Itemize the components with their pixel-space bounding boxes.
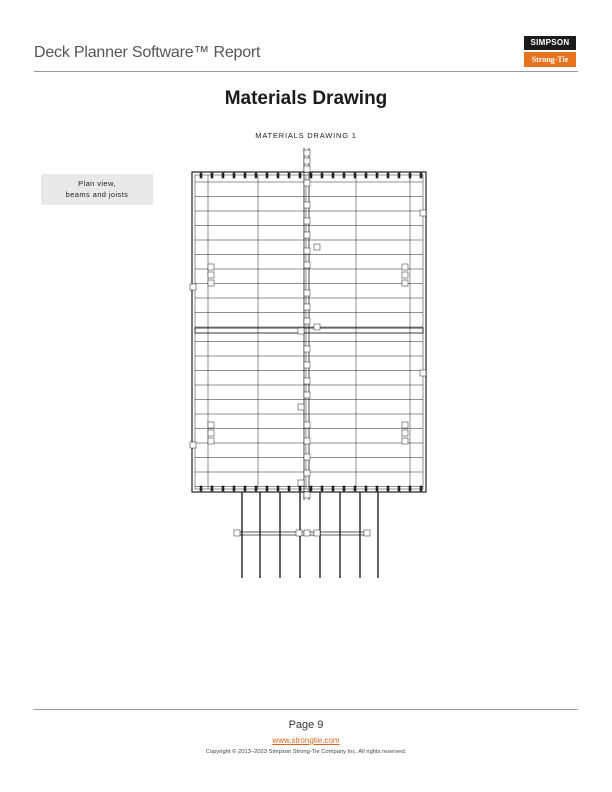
materials-plan-drawing [180,140,440,585]
hanger-mark [310,173,312,178]
view-legend [41,174,153,205]
hanger-mark [266,173,268,178]
hanger-mark [277,173,279,178]
callout-box [304,492,310,498]
hanger-mark [365,486,367,491]
callout-box [304,304,310,310]
hanger-mark [365,173,367,178]
legend-line-1: Plan view, [78,179,116,188]
callout-box [314,530,320,536]
hanger-mark [255,173,257,178]
callout-box [190,442,196,448]
callout-box [402,430,408,436]
page-number: Page 9 [288,719,324,731]
hanger-mark [200,486,202,491]
callout-box [304,318,310,324]
callout-box [304,262,310,268]
hanger-mark [376,173,378,178]
hanger-mark [387,486,389,491]
callout-box [190,284,196,290]
callout-box [402,264,408,270]
callout-box [208,272,214,278]
callout-box [304,346,310,352]
callout-box [304,158,310,164]
hanger-mark [409,173,411,178]
hanger-mark [420,486,422,491]
callout-box [208,422,214,428]
callout-box [296,530,302,536]
hanger-mark [299,173,301,178]
hanger-mark [255,486,257,491]
callout-box [304,530,310,536]
callout-box [298,404,304,410]
hanger-mark [222,486,224,491]
header-divider [34,71,578,72]
hanger-mark [321,486,323,491]
hanger-mark [332,486,334,491]
hanger-mark [387,173,389,178]
callout-box [402,438,408,444]
logo-wordmark-top: SIMPSON [524,36,576,50]
callout-box [304,362,310,368]
callout-box [402,272,408,278]
callout-box [304,470,310,476]
callout-box [314,244,320,250]
callout-box [304,392,310,398]
hanger-mark [299,486,301,491]
callout-box [420,210,426,216]
callout-box [304,202,310,208]
callout-box [208,438,214,444]
hanger-mark [332,173,334,178]
callout-box [304,454,310,460]
hanger-mark [233,486,235,491]
hanger-mark [321,173,323,178]
callout-box [304,150,310,156]
hanger-mark [244,173,246,178]
hanger-mark [288,173,290,178]
hanger-mark [222,173,224,178]
hanger-mark [398,173,400,178]
callout-box [402,422,408,428]
logo-wordmark-bottom: Strong-Tie [524,52,576,67]
hanger-mark [277,486,279,491]
hanger-mark [200,173,202,178]
page-title: Materials Drawing [224,88,388,109]
hanger-mark [233,173,235,178]
simpson-logo [524,36,576,68]
callout-box [304,422,310,428]
website-link[interactable]: www.strongtie.com [272,736,340,745]
callout-box [420,370,426,376]
hanger-mark [354,173,356,178]
callout-box [364,530,370,536]
callout-box [304,378,310,384]
callout-box [304,438,310,444]
copyright-text: Copyright © 2013–2023 Simpson Strong-Tie Company Inc. All rights reserved. [205,749,407,755]
hanger-mark [266,486,268,491]
callout-box [234,530,240,536]
hanger-mark [211,173,213,178]
hanger-mark [288,486,290,491]
hanger-mark [343,486,345,491]
hanger-mark [211,486,213,491]
callout-box [208,264,214,270]
callout-box [208,430,214,436]
hanger-mark [354,486,356,491]
callout-box [208,280,214,286]
callout-box [298,480,304,486]
report-title: Deck Planner Software™ Report [34,44,261,61]
callout-box [304,232,310,238]
callout-box [304,290,310,296]
hanger-mark [343,173,345,178]
legend-line-2: beams and joists [65,190,129,199]
callout-box [304,180,310,186]
callout-box [304,166,310,172]
callout-box [402,280,408,286]
callout-box [304,218,310,224]
drawing-label: MATERIALS DRAWING 1 [255,131,357,140]
hanger-mark [398,486,400,491]
footer-divider [34,709,578,710]
hanger-mark [244,486,246,491]
hanger-mark [376,486,378,491]
callout-box [298,328,304,334]
hanger-mark [420,173,422,178]
hanger-mark [310,486,312,491]
hanger-mark [409,486,411,491]
callout-box [314,324,320,330]
callout-box [304,248,310,254]
